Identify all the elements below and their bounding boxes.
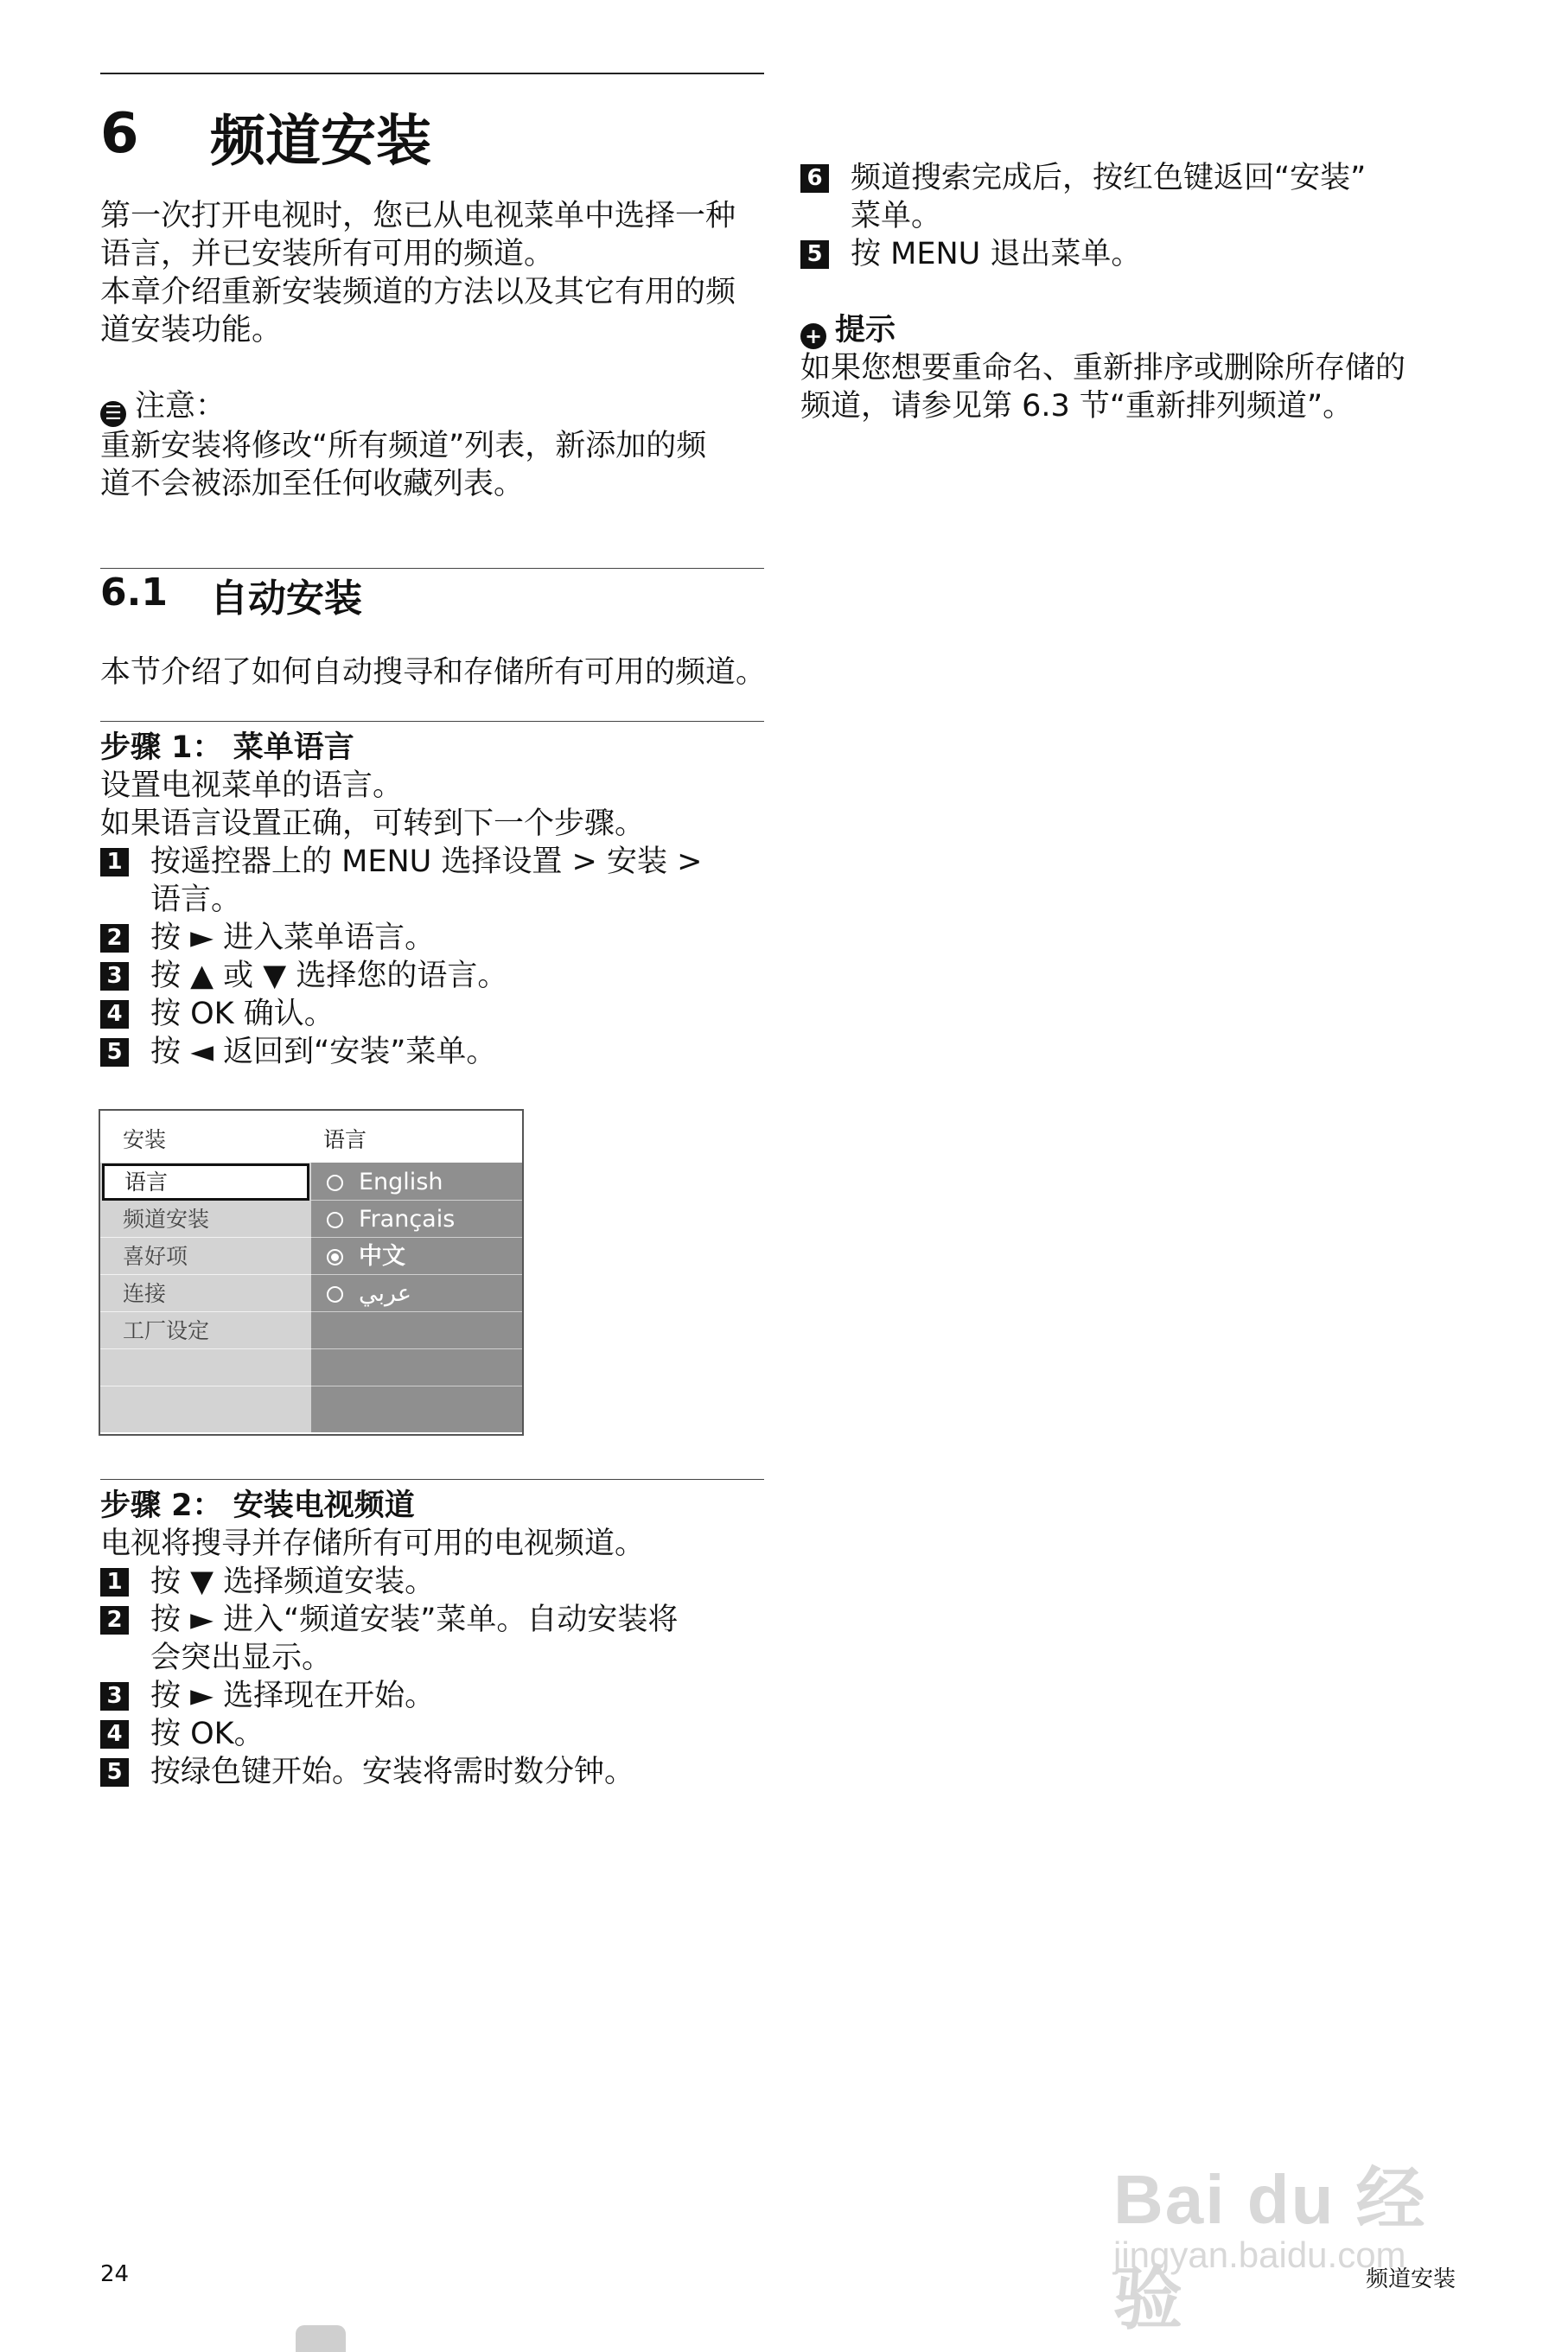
step1-heading: 步骤 1： 菜单语言: [100, 730, 354, 765]
intro-line: 第一次打开电视时，您已从电视菜单中选择一种: [100, 199, 736, 233]
chapter-number: 6: [100, 102, 139, 166]
section-title: 自动安装: [210, 577, 362, 621]
tv-menu-item-preferences[interactable]: 喜好项: [100, 1238, 311, 1275]
right-item-5: [800, 235, 1475, 273]
step1-rule: [100, 721, 764, 722]
tv-menu-item-channel-install[interactable]: 频道安装: [100, 1201, 311, 1238]
tv-menu-item-empty: [100, 1386, 311, 1424]
note-line: 重新安装将修改“所有频道”列表，新添加的频: [100, 429, 707, 463]
step-text: 按 OK。: [150, 1717, 265, 1751]
footer-section-name: 频道安装: [1366, 2266, 1456, 2292]
tv-menu-item-empty: [100, 1349, 311, 1386]
section-description: 本节介绍了如何自动搜寻和存储所有可用的频道。: [100, 655, 767, 690]
step2-item-5: [100, 1753, 774, 1791]
step-text: 按遥控器上的 MENU 选择设置 > 安装 >: [150, 845, 703, 879]
step-number-badge: 4: [100, 1000, 129, 1029]
step2-item-3: [100, 1677, 774, 1715]
radio-icon: [327, 1175, 343, 1191]
note-line: 道不会被添加至任何收藏列表。: [100, 467, 525, 501]
tv-option-arabic[interactable]: [311, 1275, 522, 1312]
step-text: 按绿色键开始。安装将需时数分钟。: [150, 1755, 635, 1789]
tip-label: 提示: [835, 313, 896, 347]
section-number: 6.1: [100, 570, 168, 615]
note-icon: ☰: [100, 401, 126, 427]
step1-line: 设置电视菜单的语言。: [100, 768, 404, 803]
intro-line: 道安装功能。: [100, 313, 283, 347]
step-number-badge: 1: [100, 848, 129, 876]
step-text: 语言。: [150, 883, 242, 917]
tip-block: [800, 311, 1483, 425]
step2-rule: [100, 1479, 764, 1480]
step2-item-1: [100, 1563, 774, 1601]
tv-menu-item-language[interactable]: 语言: [102, 1163, 309, 1201]
bottom-tab-decoration: [296, 2325, 346, 2352]
step-number-badge: 4: [100, 1720, 129, 1749]
step-text: 按 ► 进入“频道安装”菜单。自动安装将: [150, 1603, 679, 1637]
option-label: عربي: [359, 1280, 412, 1307]
step-number-badge: 3: [100, 1682, 129, 1711]
step2-heading: 步骤 2： 安装电视频道: [100, 1488, 415, 1523]
baidu-watermark: [1113, 2109, 1476, 2337]
right-item-6: [800, 159, 1475, 197]
tv-option-chinese[interactable]: [311, 1238, 522, 1275]
step-text: 会突出显示。: [150, 1641, 333, 1675]
step1-item-4: [100, 995, 774, 1033]
step-text: 按 ▼ 选择频道安装。: [150, 1565, 436, 1599]
step-text: 按 ▲ 或 ▼ 选择您的语言。: [150, 959, 508, 993]
tv-menu-header-left: 安装: [123, 1127, 167, 1152]
right-item-6-cont: [800, 197, 1475, 235]
step2-item-4: [100, 1715, 774, 1753]
section-rule: [100, 568, 764, 569]
step-text: 频道搜索完成后，按红色键返回“安装”: [851, 161, 1367, 195]
note-label: 注意：: [135, 389, 226, 424]
step1-item-2: [100, 919, 774, 957]
step-number-badge: 6: [800, 164, 829, 193]
tv-option-francais[interactable]: [311, 1201, 522, 1238]
chapter-title: 频道安装: [210, 110, 431, 174]
intro-line: 本章介绍重新安装频道的方法以及其它有用的频: [100, 275, 736, 309]
tip-line: 频道，请参见第 6.3 节“重新排列频道”。: [800, 389, 1354, 424]
step-number-badge: 2: [100, 1606, 129, 1635]
intro-line: 语言，并已安装所有可用的频道。: [100, 237, 555, 271]
option-label: English: [359, 1169, 443, 1195]
tv-menu-illustration: [99, 1109, 524, 1436]
radio-icon: [327, 1286, 343, 1303]
note-block: [100, 387, 783, 503]
step-text: 按 MENU 退出菜单。: [851, 237, 1142, 271]
tv-menu-header-right: 语言: [323, 1127, 367, 1152]
step1-item-5: [100, 1033, 774, 1071]
tip-icon: +: [800, 323, 826, 349]
step1-item-3: [100, 957, 774, 995]
tip-line: 如果您想要重命名、重新排序或删除所存储的: [800, 351, 1406, 386]
step-number-badge: 5: [100, 1038, 129, 1067]
watermark-url: jingyan.baidu.com: [1113, 2234, 1406, 2275]
note-heading: [100, 387, 783, 427]
step-text: 按 ► 进入菜单语言。: [150, 921, 436, 955]
page-number: 24: [100, 2261, 130, 2287]
step2-line: 电视将搜寻并存储所有可用的电视频道。: [100, 1527, 646, 1561]
step-number-badge: 2: [100, 924, 129, 953]
watermark-logo-text: Bai du 经验: [1113, 2161, 1427, 2337]
step1-item-1: [100, 843, 774, 881]
intro-paragraph: [100, 197, 774, 349]
step2-item-2: [100, 1601, 774, 1639]
tv-menu-item-connections[interactable]: 连接: [100, 1275, 311, 1312]
step-number-badge: 5: [100, 1758, 129, 1787]
step1-line: 如果语言设置正确，可转到下一个步骤。: [100, 806, 646, 841]
step-text: 菜单。: [851, 199, 942, 233]
tv-option-english[interactable]: [311, 1163, 522, 1201]
radio-icon: [327, 1212, 343, 1228]
tv-menu-item-factory-settings[interactable]: 工厂设定: [100, 1312, 311, 1349]
radio-selected-icon: [327, 1249, 343, 1265]
tv-option-empty: [311, 1349, 522, 1386]
tv-option-empty: [311, 1312, 522, 1349]
step-text: 按 ► 选择现在开始。: [150, 1679, 436, 1713]
option-label: Français: [359, 1206, 456, 1233]
step2-item-2-cont: [100, 1639, 774, 1677]
top-rule: [100, 73, 764, 74]
tip-heading: [800, 311, 1483, 349]
step-number-badge: 5: [800, 240, 829, 269]
option-label: 中文: [359, 1243, 405, 1270]
step-text: 按 OK 确认。: [150, 997, 335, 1031]
step-number-badge: 1: [100, 1568, 129, 1597]
step-number-badge: 3: [100, 962, 129, 991]
step-text: 按 ◄ 返回到“安装”菜单。: [150, 1035, 497, 1069]
step1-lines: [100, 767, 645, 843]
step1-item-1-cont: [100, 881, 774, 919]
